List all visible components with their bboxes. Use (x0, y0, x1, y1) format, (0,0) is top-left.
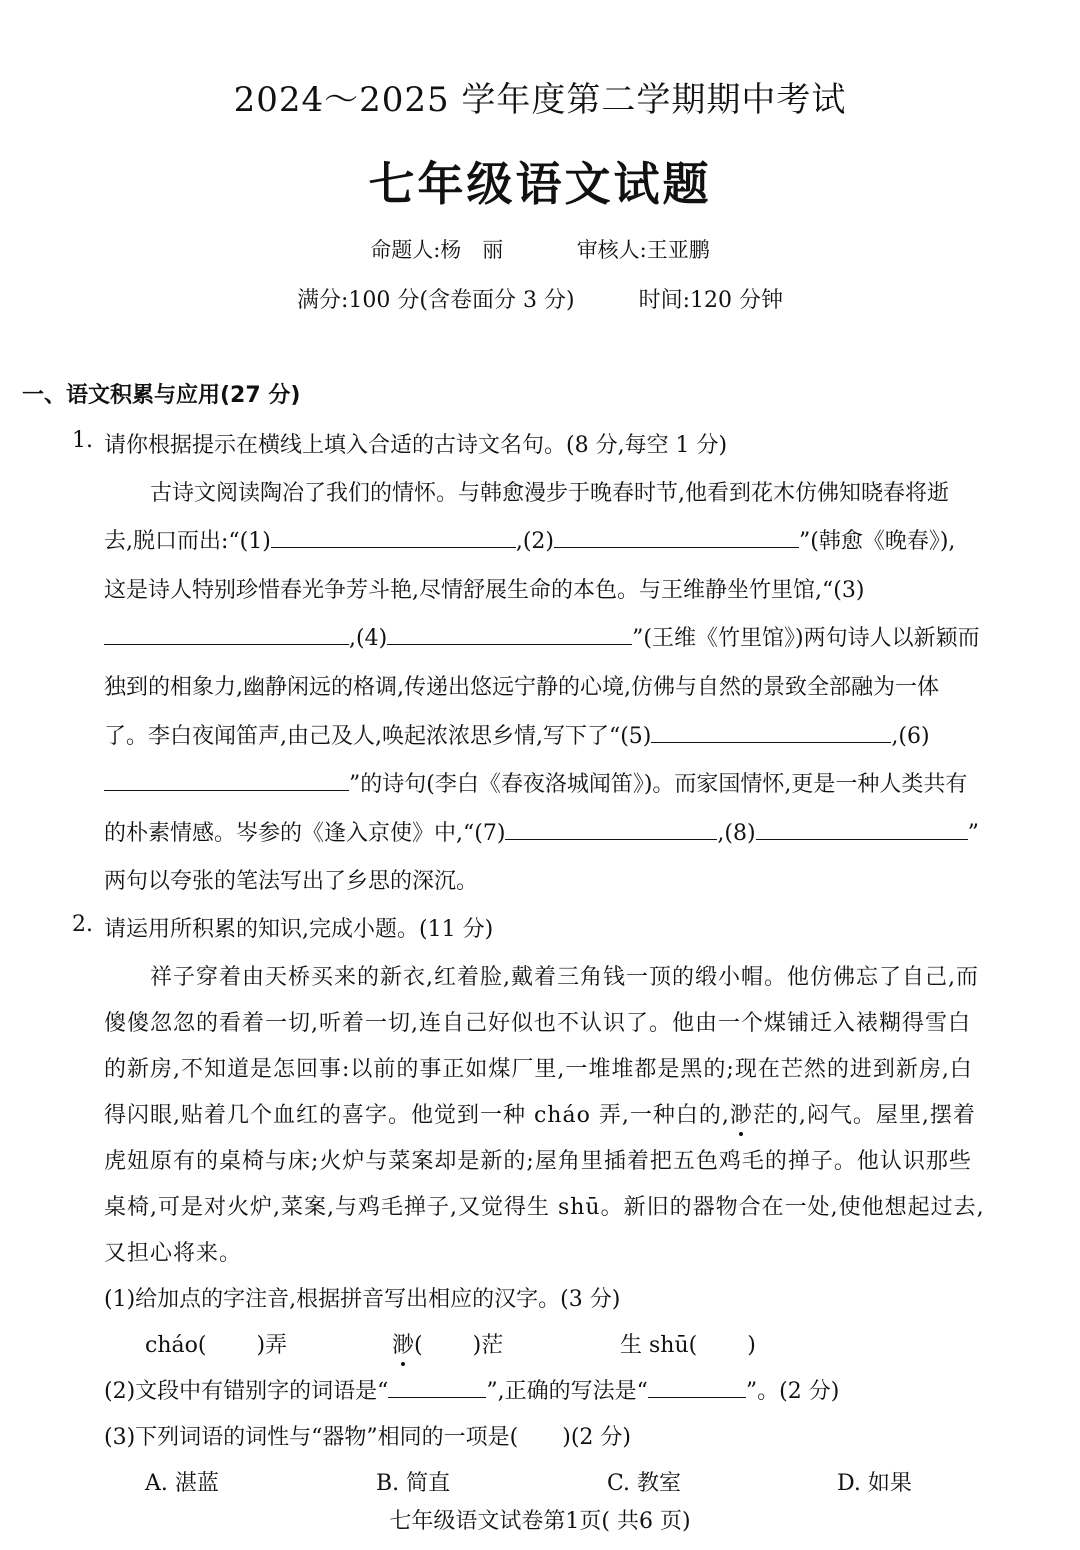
setter-label: 命题人:杨 丽 (370, 238, 504, 262)
author-line (0, 234, 1080, 264)
sub-question-3: (3)下列词语的词性与“器物”相同的一项是( )(2 分) (104, 1425, 631, 1450)
option-b[interactable]: B. 简直 (376, 1471, 451, 1496)
exam-title: 2024～2025 学年度第二学期期中考试 (233, 80, 847, 120)
q1-line-3: 这是诗人特别珍惜春光争芳斗艳,尽情舒展生命的本色。与王维静坐竹里馆,“(3) (104, 578, 865, 603)
q1-line-2: 去,脱口而出:“(1) ,(2) ”(韩愈《晚春》), (104, 524, 955, 555)
blank-5[interactable] (651, 720, 891, 743)
page-footer: 七年级语文试卷第1页( 共6 页) (389, 1509, 691, 1534)
sub-question-1: (1)给加点的字注音,根据拼音写出相应的汉字。(3 分) (104, 1287, 621, 1312)
passage-line-7: 又担心将来。 (104, 1241, 243, 1266)
q1-line-5: 独到的相象力,幽静闲远的格调,传递出悠远宁静的心境,仿佛与自然的景致全部融为一体 (104, 675, 939, 700)
passage-line-4: 得闪眼,贴着几个血红的喜字。他觉到一种 cháo 弄,一种白的,渺茫的,闷气。屋里,摆着 (104, 1103, 976, 1128)
blank-2[interactable] (554, 525, 799, 548)
section-title: 一、语文积累与应用(27 分) (22, 383, 301, 408)
passage-line-5: 虎妞原有的桌椅与床;火炉与菜案却是新的;屋角里插着把五色鸡毛的掸子。他认识那些 (104, 1149, 972, 1174)
q1-line-8: 的朴素情感。岑参的《逢入京使》中,“(7) ,(8) ” (104, 816, 979, 847)
option-d[interactable]: D. 如果 (837, 1471, 912, 1496)
pinyin-item-c: 生 shū( ) (620, 1333, 756, 1358)
q1-line-7: ”的诗句(李白《春夜洛城闻笛》)。而家国情怀,更是一种人类共有 (104, 767, 967, 798)
score-label: 满分:100 分(含卷面分 3 分) (297, 288, 575, 313)
blank-correct-word[interactable] (648, 1375, 746, 1398)
q1-line-1: 古诗文阅读陶冶了我们的情怀。与韩愈漫步于晚春时节,他看到花木仿佛知晓春将逝 (150, 481, 949, 506)
passage-line-1: 祥子穿着由天桥买来的新衣,红着脸,戴着三角钱一顶的缎小帽。他仿佛忘了自己,而 (150, 965, 979, 990)
q1-line-9: 两句以夸张的笔法写出了乡思的深沉。 (104, 869, 479, 894)
dotted-char: 渺 (729, 1103, 753, 1128)
pinyin-item-b: 渺( )茫 (392, 1333, 504, 1358)
passage-line-2: 傻傻忽忽的看着一切,听着一切,连自己好似也不认识了。他由一个煤铺迁入裱糊得雪白 (104, 1011, 971, 1036)
sub-question-2: (2)文段中有错别字的词语是“ ”,正确的写法是“ ”。(2 分) (104, 1374, 839, 1405)
blank-7[interactable] (505, 817, 717, 840)
q2-prompt: 请运用所积累的知识,完成小题。(11 分) (104, 917, 494, 942)
time-label: 时间:120 分钟 (638, 288, 783, 313)
option-c[interactable]: C. 教室 (607, 1471, 682, 1496)
q1-number: 1. (72, 428, 93, 453)
passage-line-3: 的新房,不知道是怎回事:以前的事正如煤厂里,一堆堆都是黑的;现在芒然的进到新房,白 (104, 1057, 973, 1082)
blank-6[interactable] (104, 768, 349, 791)
blank-3[interactable] (104, 622, 349, 645)
q1-line-6: 了。李白夜闻笛声,由己及人,唤起浓浓思乡情,写下了“(5) ,(6) (104, 719, 930, 750)
option-a[interactable]: A. 湛蓝 (145, 1471, 219, 1496)
main-title: 七年级语文试题 (368, 157, 712, 211)
q1-prompt: 请你根据提示在横线上填入合适的古诗文名句。(8 分,每空 1 分) (104, 433, 728, 458)
blank-4[interactable] (387, 622, 632, 645)
blank-8[interactable] (756, 817, 968, 840)
pinyin-item-a: cháo( )弄 (145, 1333, 288, 1358)
blank-1[interactable] (271, 525, 516, 548)
q1-line-4: ,(4) ”(王维《竹里馆》)两句诗人以新颖而 (104, 621, 980, 652)
reviewer-label: 审核人:王亚鹏 (576, 238, 710, 262)
passage-line-6: 桌椅,可是对火炉,菜案,与鸡毛掸子,又觉得生 shū。新旧的器物合在一处,使他想起过去, (104, 1195, 985, 1220)
blank-wrong-word[interactable] (388, 1375, 486, 1398)
score-time-line (0, 283, 1080, 314)
q2-number: 2. (72, 912, 93, 937)
